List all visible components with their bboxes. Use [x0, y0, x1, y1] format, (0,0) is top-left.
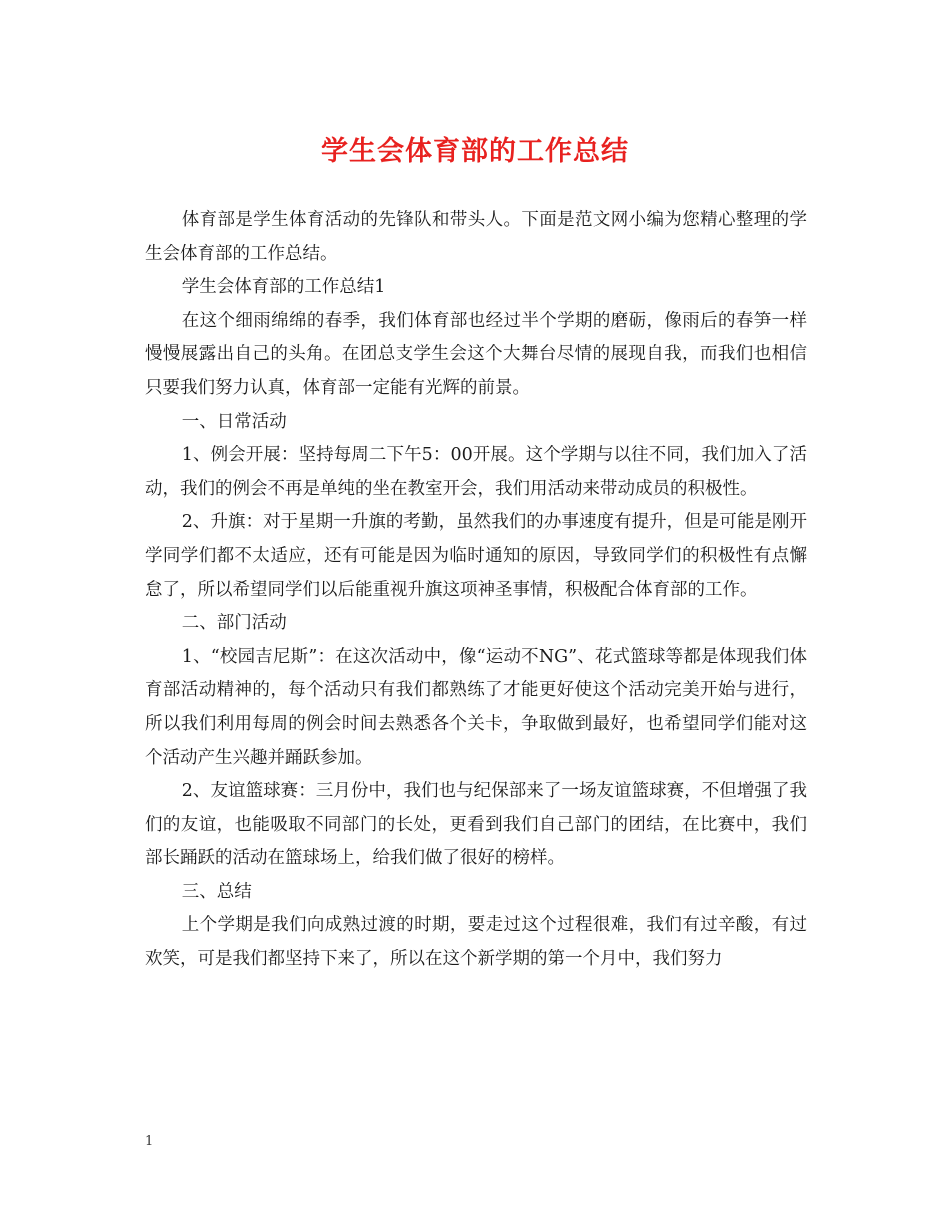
section-heading-summary: 三、总结 [181, 881, 252, 902]
document-title: 学生会体育部的工作总结 [321, 136, 629, 167]
paragraph-basketball: 2、友谊篮球赛：三月份中，我们也与纪保部来了一场友谊篮球赛，不但增强了我们的友谊，也能吸取不同部门的长处，更看到我们自己部门的团结，在比赛中，我们部长踊跃的活动在篮球场上，给我们做了很好的榜样。 [145, 781, 807, 869]
document-body [145, 204, 807, 977]
paragraph-guinness: 1、“校园吉尼斯”：在这次活动中，像“运动不NG”、花式篮球等都是体现我们体育部活动精神的，每个活动只有我们都熟练了才能更好使这个活动完美开始与进行，所以我们利用每周的例会时间去熟悉各个关卡，争取做到最好，也希望同学们能对这个活动产生兴趣并踊跃参加。 [145, 646, 807, 768]
paragraph-flag-raising: 2、升旗：对于星期一升旗的考勤，虽然我们的办事速度有提升，但是可能是刚开学同学们都不太适应，还有可能是因为临时通知的原因，导致同学们的积极性有点懈怠了，所以希望同学们以后能重视升旗这项神圣事情，积极配合体育部的工作。 [145, 512, 807, 600]
paragraph-summary: 上个学期是我们向成熟过渡的时期，要走过这个过程很难，我们有过辛酸，有过欢笑，可是我们都坚持下来了，所以在这个新学期的第一个月中，我们努力 [145, 915, 807, 970]
section-heading-department: 二、部门活动 [181, 613, 287, 634]
paragraph-meeting: 1、例会开展：坚持每周二下午5：00开展。这个学期与以往不同，我们加入了活动，我们的例会不再是单纯的坐在教室开会，我们用活动来带动成员的积极性。 [145, 445, 807, 499]
paragraph-intro: 体育部是学生体育活动的先锋队和带头人。下面是范文网小编为您精心整理的学生会体育部的工作总结。 [145, 210, 807, 264]
page-number: 1 [145, 1134, 154, 1149]
section-heading-daily: 一、日常活动 [181, 411, 287, 432]
paragraph-opening: 在这个细雨绵绵的春季，我们体育部也经过半个学期的磨砺，像雨后的春笋一样慢慢展露出自己的头角。在团总支学生会这个大舞台尽情的展现自我，而我们也相信只要我们努力认真，体育部一定能有光辉的前景。 [145, 310, 807, 398]
paragraph-subtitle: 学生会体育部的工作总结1 [181, 277, 386, 298]
